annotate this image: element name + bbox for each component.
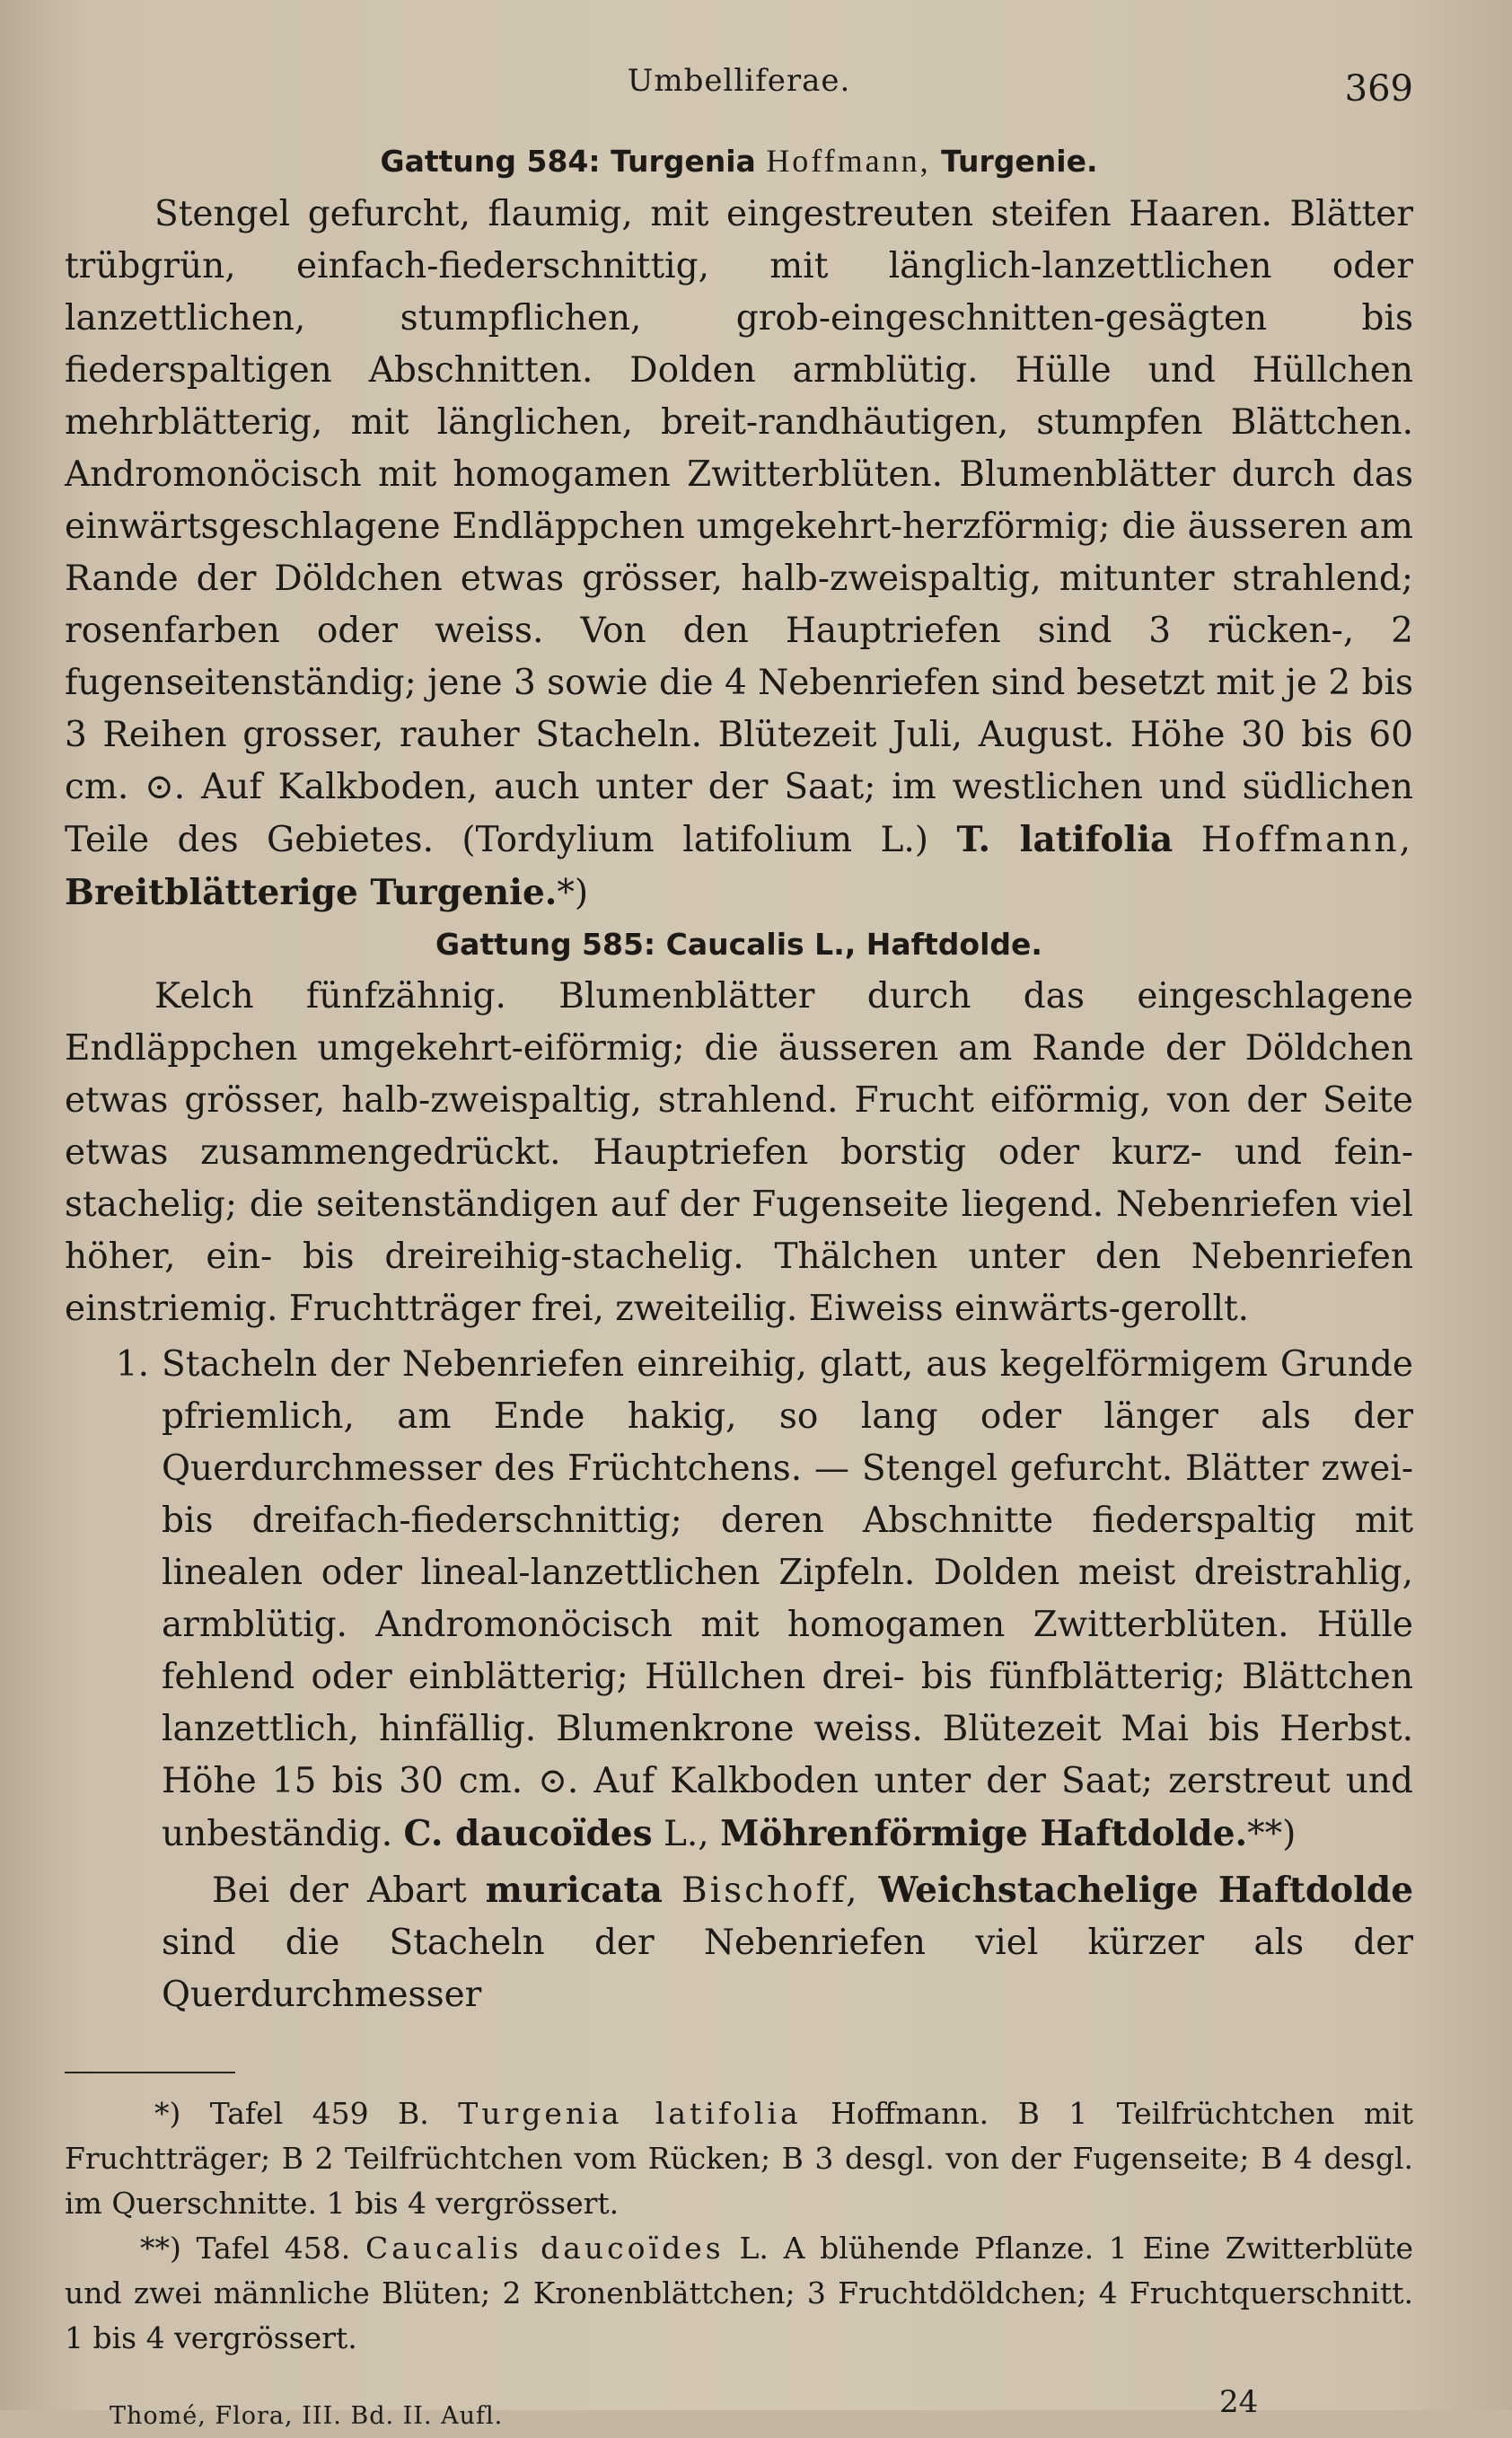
footer-imprint: Thomé, Flora, III. Bd. II. Aufl. — [110, 2402, 504, 2430]
signature-mark: 24 — [1219, 2384, 1259, 2420]
key-item-number: 1. — [115, 1344, 149, 1385]
genus-description-584 — [65, 189, 1413, 920]
genus-heading-584 — [65, 142, 1413, 180]
genus-description-585: Kelch fünfzähnig. Blumenblätter durch das eingeschlagene Endläppchen umgekehrt-eiförmig; die äusseren am Rande der Döldchen etwas grösser, halb-zweispaltig, strahlend. Frucht eiförmig, von der Seite etwas zusammengedrückt. Hauptriefen borstig oder kurz- und fein-stachelig; die seitenständigen auf der Fugenseite liegend. Nebenriefen viel höher, ein- bis dreireihig-stachelig. Thälchen unter den Nebenriefen einstriemig. Fruchtträger frei, zweiteilig. Eiweiss einwärts-gerollt. — [65, 976, 1413, 1329]
footnote-2 — [65, 2226, 1413, 2361]
footnote-1 — [65, 2091, 1413, 2226]
heading-common-name: Turgenie. — [941, 144, 1098, 179]
variety-paragraph — [65, 1864, 1413, 2021]
species-name: C. daucoïdes — [403, 1813, 653, 1854]
variety-author: Bischoff, — [681, 1870, 860, 1911]
page-footer — [65, 2384, 1413, 2438]
variety-common-name: Weichstachelige Haftdolde — [878, 1870, 1414, 1911]
footnote-mark: **) Tafel 458. — [140, 2231, 351, 2266]
key-item-1 — [65, 1339, 1413, 1861]
heading-label: Gattung 584: — [380, 144, 601, 179]
footnote-ref: *) — [557, 873, 589, 913]
footnote-mark: *) Tafel 459 B. — [154, 2096, 429, 2131]
footnote-ref: **) — [1247, 1814, 1297, 1854]
species-author: L., — [663, 1814, 709, 1854]
heading-genus: Turgenia — [611, 144, 756, 179]
species-author: Hoffmann, — [1200, 820, 1413, 860]
genus-heading-585: Gattung 585: Caucalis L., Haftdolde. — [435, 927, 1042, 962]
running-head — [65, 54, 1413, 135]
key-item-text — [162, 1339, 1413, 1861]
description-text: Stengel gefurcht, flaumig, mit eingestreuten steifen Haaren. Blätter trübgrün, einfach-fiederschnittig, mit länglich-lanzettlichen oder lanzettlichen, stumpflichen, grob-eingeschnitten-gesägten bis fiederspaltigen Abschnitten. Dolden armblütig. Hülle und Hüllchen mehrblätterig, mit länglichen, breit-randhäutigen, stumpfen Blättchen. Andromonöcisch mit homogamen Zwitterblüten. Blumenblätter durch das einwärtsgeschlagene Endläppchen umgekehrt-herzförmig; die äusseren am Rande der Döldchen etwas grösser, halb-zweispaltig, mitunter strahlend; rosenfarben oder weiss. Von den Hauptriefen sind 3 rücken-, 2 fugenseitenständig; jene 3 sowie die 4 Nebenriefen sind besetzt mit je 2 bis 3 Reihen grosser, rauher Stacheln. Blütezeit Juli, August. Höhe 30 bis 60 cm. ⊙. Auf Kalkboden, auch unter der Saat; im westlichen und südlichen Teile des Gebietes. (Tordylium latifolium L.) — [65, 194, 1413, 860]
key-item-description: Stacheln der Nebenriefen einreihig, glatt, aus kegelförmigem Grunde pfriemlich, am Ende hakig, so lang oder länger als der Querdurchmesser des Früchtchens. — Stengel gefurcht. Blätter zwei- bis dreifach-fiederschnittig; deren Abschnitte fiederspaltig mit linealen oder lineal-lanzettlichen Zipfeln. Dolden meist dreistrahlig, armblütig. Andromonöcisch mit homogamen Zwitterblüten. Hülle fehlend oder einblätterig; Hüllchen drei- bis fünfblätterig; Blättchen lanzettlich, hinfällig. Blumenkrone weiss. Blütezeit Mai bis Herbst. Höhe 15 bis 30 cm. ⊙. Auf Kalkboden unter der Saat; zerstreut und unbeständig. — [162, 1344, 1413, 1854]
species-common-name: Breitblätterige Turgenie. — [65, 872, 558, 913]
species-common-name: Möhrenförmige Haftdolde. — [720, 1813, 1248, 1854]
variety-text: sind die Stacheln der Nebenriefen viel kürzer als der Querdurchmesser — [162, 1923, 1413, 2015]
footnote-divider — [65, 2072, 235, 2073]
page-number: 369 — [1344, 68, 1413, 110]
footnote-taxon: Turgenia latifolia — [458, 2096, 802, 2131]
footnote-text: Hoffmann. B 1 Teilfrüchtchen mit Fruchtträger; B 2 Teilfrüchtchen vom Rücken; B 3 desgl. von der Fugenseite; B 4 desgl. im Querschnitte. 1 bis 4 vergrössert. — [65, 2096, 1414, 2221]
species-name: T. latifolia — [956, 819, 1174, 860]
running-head-title: Umbelliferae. — [627, 63, 851, 99]
heading-author: Hoffmann, — [766, 143, 931, 179]
variety-name: muricata — [485, 1870, 663, 1911]
variety-prefix: Bei der Abart — [212, 1870, 467, 1911]
footnote-text: L. A blühende Pflanze. 1 Eine Zwitterblüte und zwei männliche Blüten; 2 Kronenblättchen; 3 Fruchtdöldchen; 4 Fruchtquerschnitt. 1 bis 4 vergrössert. — [65, 2231, 1413, 2355]
footnote-taxon: Caucalis daucoïdes — [365, 2231, 725, 2266]
